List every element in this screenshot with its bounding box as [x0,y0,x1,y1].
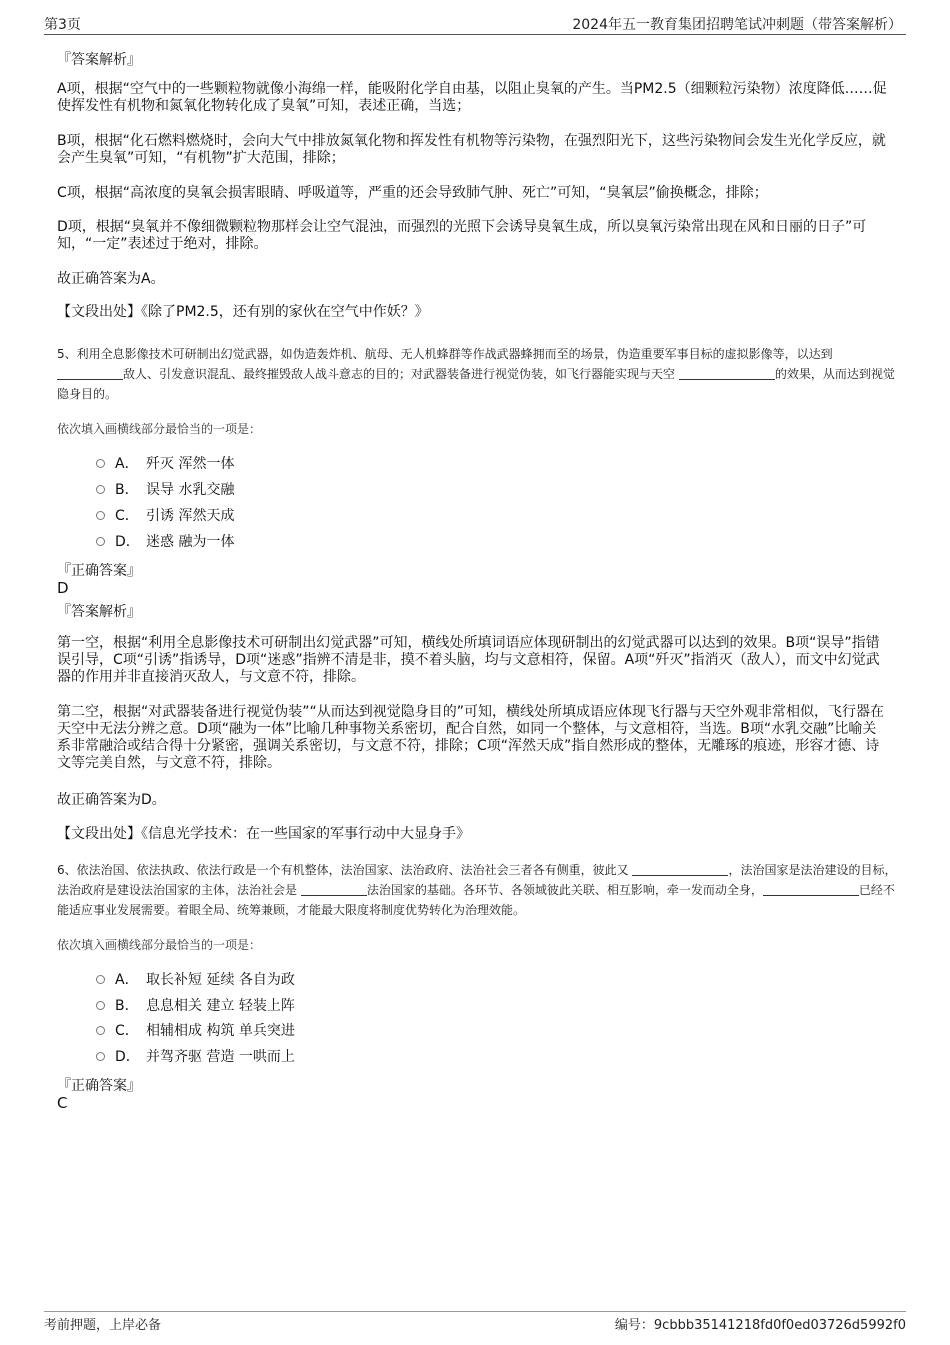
correct-answer-statement: 故正确答案为D。 [57,792,166,808]
correct-answer-label: 『正确答案』 [57,563,141,579]
radio-button[interactable] [96,511,105,520]
footer-divider [44,1311,906,1312]
option-c[interactable]: C． 相辅相成 构筑 单兵突进 [96,1020,295,1040]
correct-answer-value: C [57,1094,68,1112]
footer-slogan: 考前押题，上岸必备 [44,1318,162,1333]
radio-button[interactable] [96,459,105,468]
fill-blank [679,366,775,380]
header-divider [44,34,906,35]
radio-button[interactable] [96,1052,105,1061]
option-d[interactable]: D． 并驾齐驱 营造 一哄而上 [96,1046,295,1066]
question-6-text: 6、依法治国、依法执政、依法行政是一个有机整体，法治国家、法治政府、法治社会三者各有侧重，彼此又 ，法治国家是法治建设的目标，法治政府是建设法治国家的主体，法治社会是 法治国家的基础。各环节、各领域彼此关联、相互影响，牵一发而动全身， 已经不能适应事业发展需要。着眼全局、统筹兼顾，才能最大限度将制度优势转化为治理效能。 [57,863,897,917]
correct-answer-value: D [57,579,69,597]
analysis-label: 『答案解析』 [57,604,141,620]
question-prompt: 依次填入画横线部分最恰当的一项是： [57,422,262,436]
option-b[interactable]: B． 误导 水乳交融 [96,479,234,499]
fill-blank [632,862,728,876]
option-a[interactable]: A． 取长补短 延续 各自为政 [96,969,295,989]
document-title: 2024年五一教育集团招聘笔试冲刺题（带答案解析） [572,17,902,33]
source-citation: 【文段出处】《除了PM2.5，还有别的家伙在空气中作妖？》 [57,304,429,320]
correct-answer-statement: 故正确答案为A。 [57,271,165,287]
page-number: 第3页 [44,17,81,33]
analysis-paragraph: B项，根据“化石燃料燃烧时，会向大气中排放氮氧化物和挥发性有机物等污染物，在强烈阳光下，这些污染物间会发生光化学反应，就会产生臭氧”可知，“有机物”扩大范围，排除； [57,133,886,166]
radio-button[interactable] [96,1026,105,1035]
question-5-text: 5、利用全息影像技术可研制出幻觉武器，如伪造轰炸机、航母、无人机蜂群等作战武器蜂拥而至的场景，伪造重要军事目标的虚拟影像等，以达到 敌人、引发意识混乱、最终摧毁敌人战斗意志的目的；对武器装备进行视觉伪装，如飞行器能实现与天空 的效果，从而达到视觉隐身目的。 [57,347,895,401]
option-c[interactable]: C． 引诱 浑然天成 [96,505,234,525]
radio-button[interactable] [96,1001,105,1010]
source-citation: 【文段出处】《信息光学技术：在一些国家的军事行动中大显身手》 [57,826,470,842]
fill-blank [763,882,859,896]
document-id: 编号：9cbbb35141218fd0f0ed03726d5992f0 [614,1318,906,1333]
option-d[interactable]: D． 迷惑 融为一体 [96,531,234,551]
fill-blank [301,882,367,896]
radio-button[interactable] [96,485,105,494]
analysis-label: 『答案解析』 [57,52,141,68]
radio-button[interactable] [96,975,105,984]
question-prompt: 依次填入画横线部分最恰当的一项是： [57,938,262,952]
option-b[interactable]: B． 息息相关 建立 轻装上阵 [96,995,295,1015]
analysis-paragraph: 第二空，根据“对武器装备进行视觉伪装”“从而达到视觉隐身目的”可知，横线处所填成语应体现飞行器与天空外观非常相似，飞行器在天空中无法分辨之意。D项“融为一体”比喻几种事物关系密切，配合自然，如同一个整体，与文意相符，当选。B项“水乳交融”比喻关系非常融洽或结合得十分紧密，强调关系密切，与文意不符，排除；C项“浑然天成”指自然形成的整体，无雕琢的痕迹，形容才德、诗文等完美自然，与文意不符，排除。 [57,704,885,771]
analysis-paragraph: 第一空，根据“利用全息影像技术可研制出幻觉武器”可知，横线处所填词语应体现研制出的幻觉武器可以达到的效果。B项“误导”指错误引导，C项“引诱”指诱导，D项“迷惑”指辨不清是非，摸不着头脑，均与文意相符，保留。A项“歼灭”指消灭（敌人），而文中幻觉武器的作用并非直接消灭敌人，与文意不符，排除。 [57,635,880,685]
fill-blank [57,366,123,380]
analysis-paragraph: D项，根据“臭氧并不像细微颗粒物那样会让空气混浊，而强烈的光照下会诱导臭氧生成，所以臭氧污染常出现在风和日丽的日子”可知，“一定”表述过于绝对，排除。 [57,219,867,252]
correct-answer-label: 『正确答案』 [57,1078,141,1094]
analysis-paragraph: A项，根据“空气中的一些颗粒物就像小海绵一样，能吸附化学自由基，以阻止臭氧的产生。当PM2.5（细颗粒污染物）浓度降低……促使挥发性有机物和氮氧化物转化成了臭氧”可知，表述正确，当选； [57,81,887,114]
analysis-paragraph: C项，根据“高浓度的臭氧会损害眼睛、呼吸道等，严重的还会导致肺气肿、死亡”可知，“臭氧层”偷换概念，排除； [57,185,768,201]
option-a[interactable]: A． 歼灭 浑然一体 [96,453,234,473]
radio-button[interactable] [96,537,105,546]
